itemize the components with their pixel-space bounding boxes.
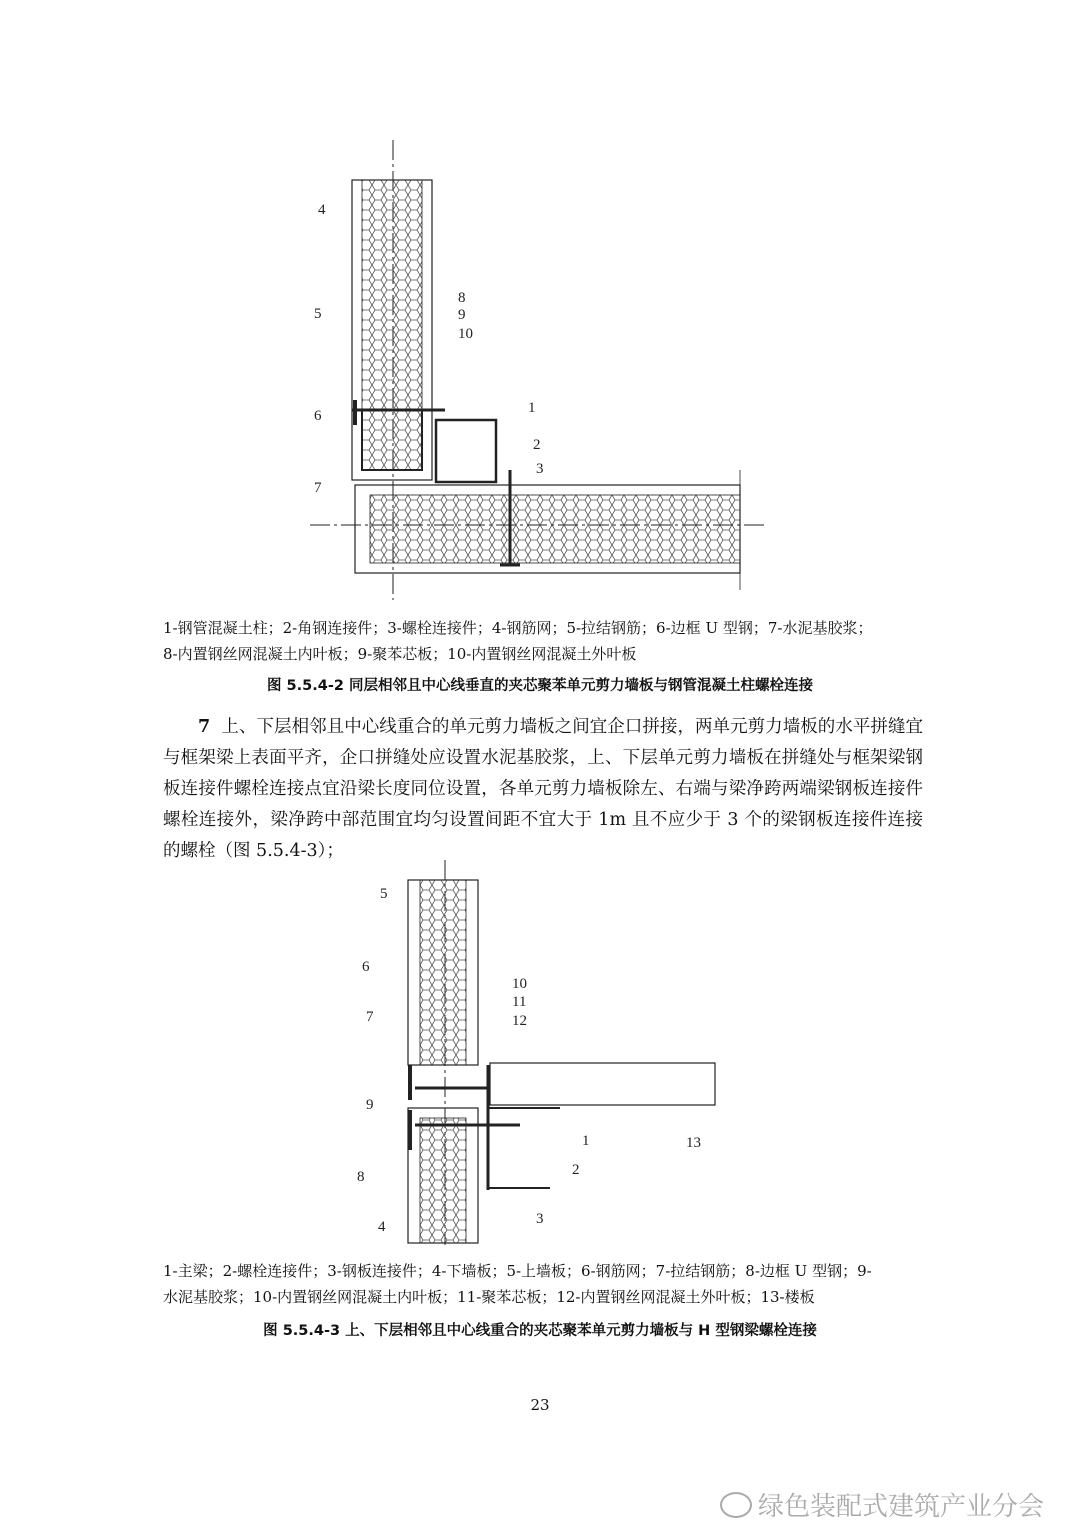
svg-text:11: 11 bbox=[512, 994, 527, 1010]
svg-text:6: 6 bbox=[314, 408, 322, 424]
svg-text:1: 1 bbox=[528, 400, 536, 416]
wechat-icon bbox=[720, 1492, 752, 1518]
svg-text:2: 2 bbox=[572, 1162, 580, 1178]
figure1-legend-line2: 8-内置钢丝网混凝土内叶板；9-聚苯芯板；10-内置钢丝网混凝土外叶板 bbox=[163, 645, 637, 663]
figure1-caption: 图 5.5.4-2 同层相邻且中心线垂直的夹芯聚苯单元剪力墙板与钢管混凝土柱螺栓连接 bbox=[267, 678, 813, 694]
watermark-text: 绿色装配式建筑产业分会 bbox=[758, 1492, 1045, 1522]
svg-text:2: 2 bbox=[533, 437, 541, 453]
svg-text:8: 8 bbox=[357, 1169, 365, 1185]
svg-text:6: 6 bbox=[362, 959, 370, 975]
svg-text:3: 3 bbox=[536, 1211, 544, 1227]
paragraph-7 bbox=[163, 712, 923, 867]
figure1-legend-line1: 1-钢管混凝土柱；2-角钢连接件；3-螺栓连接件；4-钢筋网；5-拉结钢筋；6-边框 U 型钢；7-水泥基胶浆； bbox=[163, 619, 873, 637]
svg-text:9: 9 bbox=[458, 307, 466, 323]
svg-text:5: 5 bbox=[380, 886, 388, 902]
svg-text:1: 1 bbox=[582, 1133, 590, 1149]
page-number: 23 bbox=[530, 1396, 550, 1414]
figure2-legend-line1: 1-主梁；2-螺栓连接件；3-钢板连接件；4-下墙板；5-上墙板；6-钢筋网；7-拉结钢筋；8-边框 U 型钢；9- bbox=[163, 1262, 872, 1280]
svg-text:12: 12 bbox=[512, 1013, 527, 1029]
svg-text:4: 4 bbox=[378, 1219, 386, 1235]
figure2-drawing bbox=[408, 860, 715, 1245]
figure2-legend-line2: 水泥基胶浆；10-内置钢丝网混凝土内叶板；11-聚苯芯板；12-内置钢丝网混凝土外叶板；13-楼板 bbox=[163, 1288, 815, 1306]
paragraph-number: 7 bbox=[198, 717, 211, 737]
watermark bbox=[720, 1486, 1044, 1523]
svg-text:5: 5 bbox=[314, 306, 322, 322]
figure2-labels bbox=[357, 886, 701, 1235]
svg-text:10: 10 bbox=[512, 976, 527, 992]
svg-text:4: 4 bbox=[318, 202, 326, 218]
figure2-caption: 图 5.5.4-3 上、下层相邻且中心线重合的夹芯聚苯单元剪力墙板与 H 型钢梁螺栓连接 bbox=[263, 1323, 817, 1339]
svg-text:13: 13 bbox=[686, 1135, 701, 1151]
svg-text:9: 9 bbox=[366, 1097, 374, 1113]
svg-text:8: 8 bbox=[458, 290, 466, 306]
figure1-drawing bbox=[310, 140, 765, 600]
svg-text:7: 7 bbox=[314, 480, 322, 496]
paragraph-text: 上、下层相邻且中心线重合的单元剪力墙板之间宜企口拼接，两单元剪力墙板的水平拼缝宜与框架梁上表面平齐，企口拼缝处应设置水泥基胶浆，上、下层单元剪力墙板在拼缝处与框架梁钢板连接件螺栓连接点宜沿梁长度同位设置，各单元剪力墙板除左、右端与梁净跨两端梁钢板连接件螺栓连接外，梁净跨中部范围宜均匀设置间距不宜大于 1m 且不应少于 3 个的梁钢板连接件连接的螺栓（图 5.5.4-3）； bbox=[163, 717, 923, 861]
svg-text:10: 10 bbox=[458, 326, 473, 342]
svg-text:7: 7 bbox=[366, 1009, 374, 1025]
figure1-labels bbox=[314, 202, 544, 496]
svg-text:3: 3 bbox=[536, 461, 544, 477]
